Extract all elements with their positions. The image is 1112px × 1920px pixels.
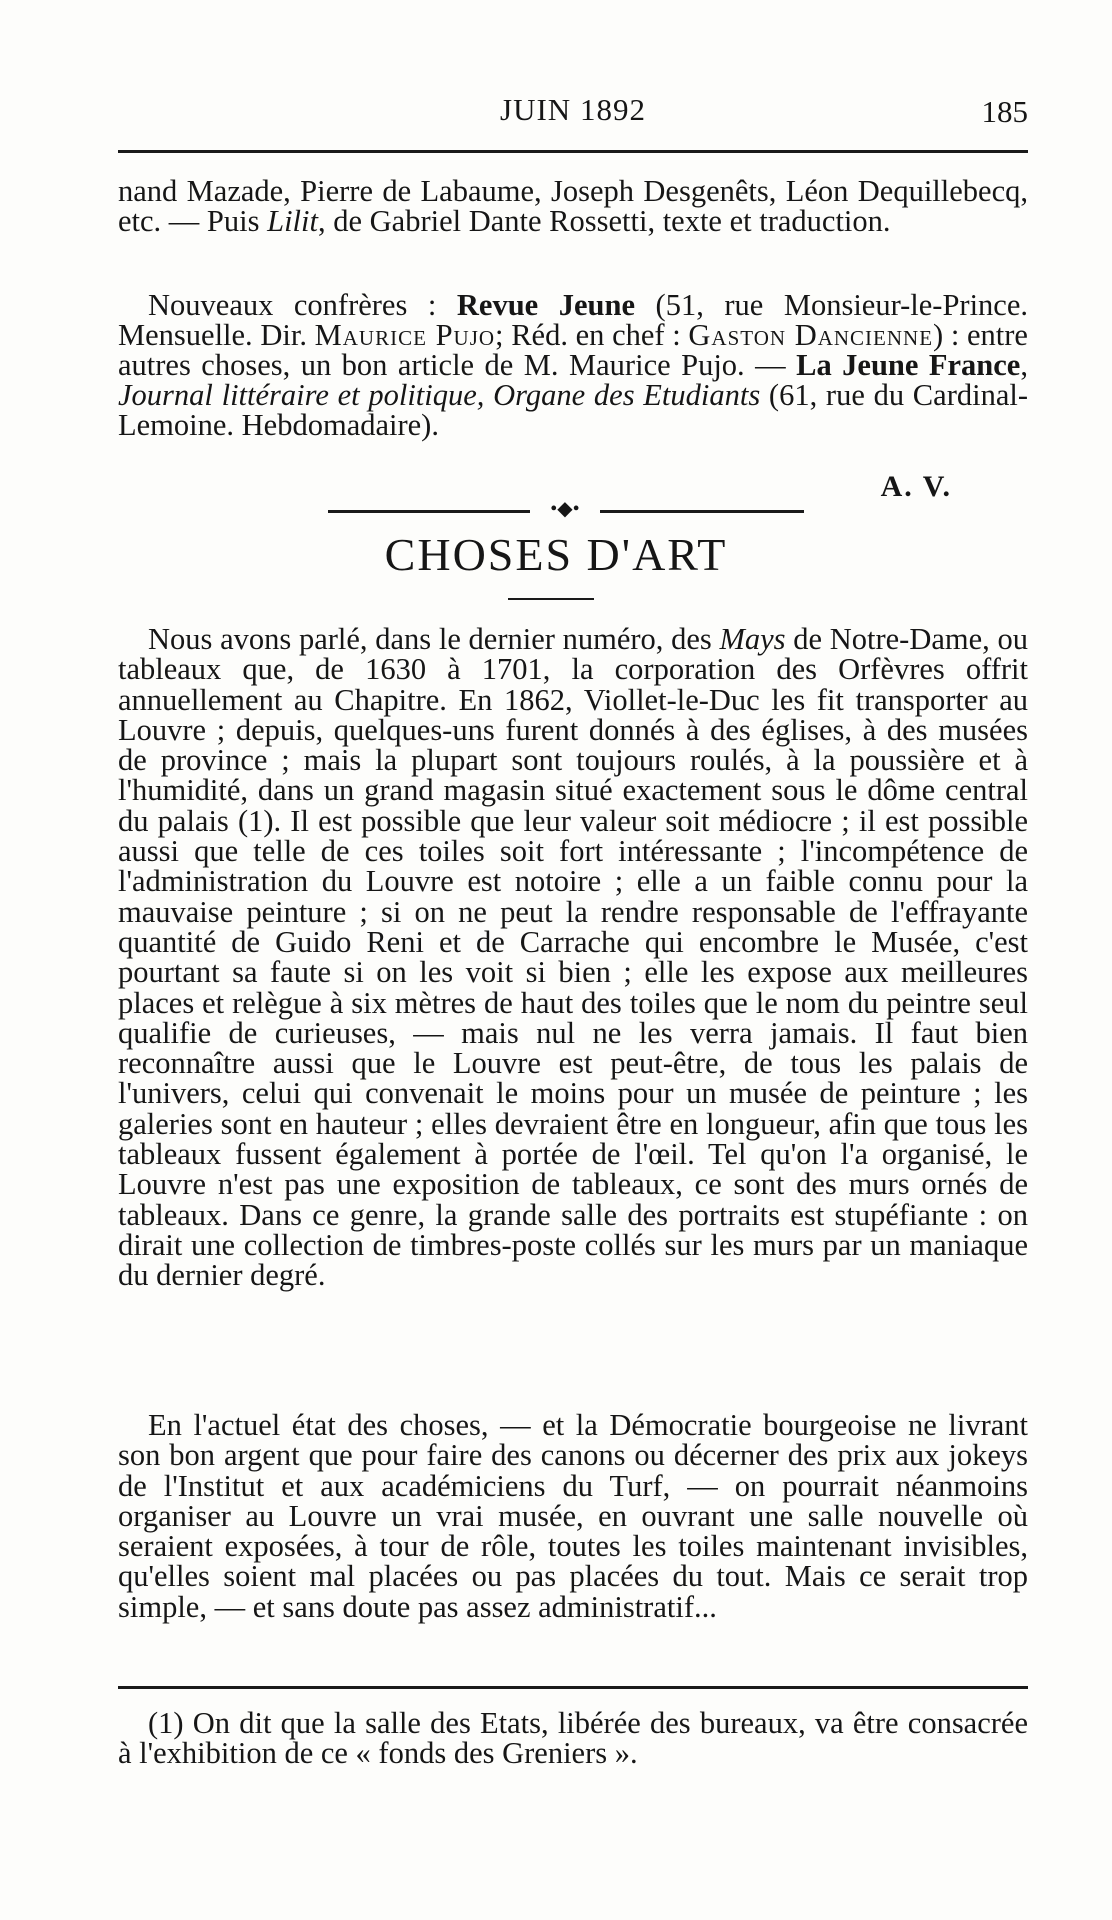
- publication-name: Revue Jeune: [456, 288, 635, 322]
- page-number: 185: [981, 94, 1028, 129]
- running-head: [118, 92, 1028, 138]
- paragraph-text: ,: [1020, 348, 1028, 382]
- paragraph-text: ) : entre autres choses, un bon article de M. Maurice Pujo. —: [118, 318, 1028, 382]
- person-name: Maurice Pujo: [314, 318, 496, 352]
- paragraph-text: (51, rue Monsieur-le-Prince. Mensuelle. Dir.: [118, 288, 1028, 352]
- paragraph-text: En l'actuel état des choses, — et la Démocratie bourgeoise ne livrant son bon argent que pour faire des canons ou décerner des prix aux jokeys de l'Institut et aux académiciens du Turf, — on pourrait néanmoins organiser au Louvre un vrai musée, en ouvrant une salle nouvelle où seraient exposées, à tour de rôle, toutes les toiles maintenant invisibles, qu'elles soient mal placées ou pas placées du tout. Mais ce serait trop simple, — et sans doute pas assez administratif...: [118, 1408, 1028, 1624]
- title-underline: [508, 598, 594, 600]
- footnote-text: (1) On dit que la salle des Etats, libérée des bureaux, va être consacrée à l'exhibition de ce « fonds des Greniers ».: [118, 1706, 1028, 1770]
- work-title: Lilit: [267, 204, 318, 238]
- footnote: [118, 1708, 1028, 1768]
- paragraph-text: ; Réd. en chef :: [495, 318, 689, 352]
- article-paragraph: [118, 624, 1028, 1291]
- paragraph-text: de Notre-Dame, ou tableaux que, de 1630 à 1701, la corporation des Orfèvres offrit annuellement au Chapitre. En 1862, Viollet-le-Duc les fit transporter au Louvre ; depuis, quelques-uns furent donnés à des églises, à des musées de province ; mais la plupart sont toujours roulés, à la poussière et à l'humidité, dans un grand magasin situé exactement sous le dôme central du palais (1). Il est possible que leur valeur soit médiocre ; il est possible aussi que telle de ces toiles soit fort intéressante ; l'incompétence de l'administration du Louvre est notoire ; elle a un faible connu pour la mauvaise peinture ; si on ne peut la rendre responsable de l'effrayante quantité de Guido Reni et de Carrache qui encombre le Musée, c'est pourtant sa faute si on les voit si bien ; elle les expose aux meilleures places et relègue à six mètres de haut des toiles que le nom du peintre seul qualifie de curieuses, — mais nul ne les verra jamais. Il faut bien reconnaître aussi que le Louvre est peut-être, de tous les palais de l'univers, celui qui convenait le moins pour un musée de peinture ; les galeries sont en hauteur ; elles devraient être en longueur, afin que tous les tableaux fussent également à portée de l'œil. Tel qu'on l'a organisé, le Louvre n'est pas une exposition de tableaux, ce sont des murs ornés de tableaux. Dans ce genre, la grande salle des portraits est stupéfiante : on dirait une collection de timbres-poste collés sur les murs par un maniaque du dernier degré.: [118, 622, 1028, 1293]
- header-rule: [118, 150, 1028, 153]
- article-paragraph: [118, 1410, 1028, 1622]
- paragraph-text: , de Gabriel Dante Rossetti, texte et traduction.: [317, 204, 891, 238]
- paragraph-text: (61, rue du Cardinal-Lemoine. Hebdomadaire).: [118, 378, 1028, 442]
- publication-name: La Jeune France: [796, 348, 1021, 382]
- paragraph-text: Nouveaux confrères :: [148, 288, 457, 322]
- work-title: Mays: [719, 622, 786, 656]
- running-title: JUIN 1892: [500, 92, 646, 127]
- divider-ornament: •◆•: [530, 497, 600, 521]
- person-name: Gaston Dancienne: [688, 318, 934, 352]
- author-signature: A. V.: [880, 470, 952, 503]
- section-title: CHOSES D'ART: [384, 529, 728, 580]
- new-publications-paragraph: [118, 290, 1028, 440]
- paragraph-text: Nous avons parlé, dans le dernier numéro, des: [148, 622, 720, 656]
- publication-subtitle: Journal littéraire et politique, Organe des Etudiants: [118, 378, 761, 412]
- continued-paragraph: [118, 176, 1028, 236]
- paragraph-text: nand Mazade, Pierre de Labaume, Joseph Desgenêts, Léon Dequillebecq, etc. — Puis: [118, 174, 1028, 238]
- footnote-rule: [118, 1686, 1028, 1689]
